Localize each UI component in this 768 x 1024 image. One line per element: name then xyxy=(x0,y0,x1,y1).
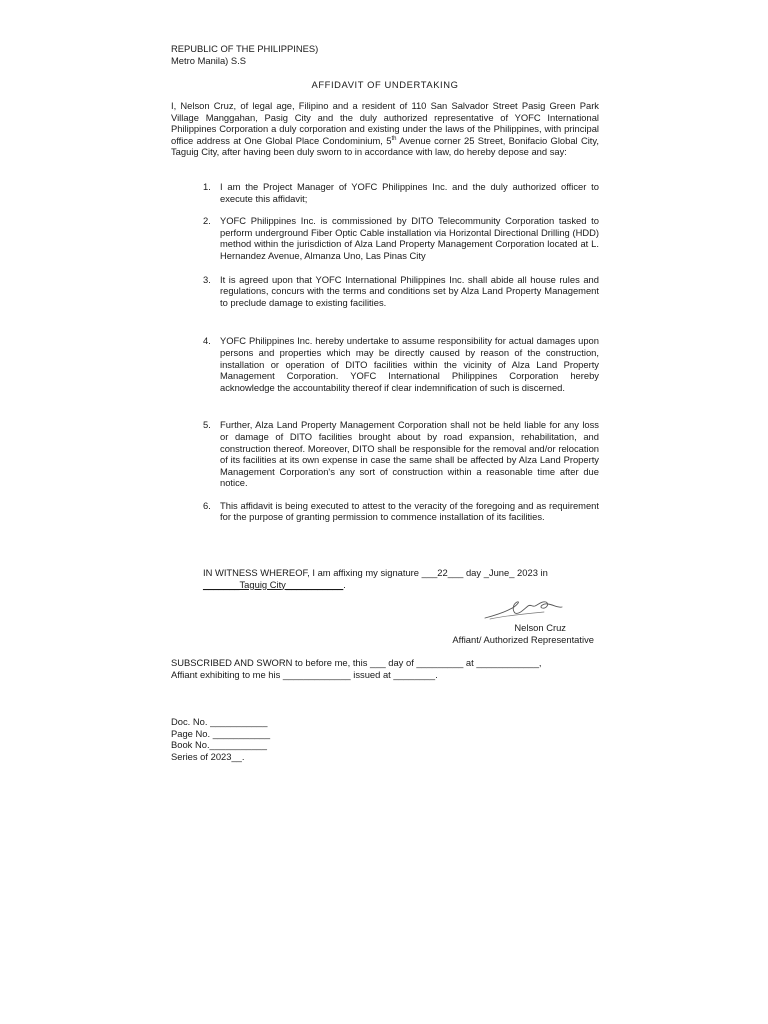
jurat-line-2: Affiant exhibiting to me his _____________ issued at ________. xyxy=(171,668,438,680)
item-number: 5. xyxy=(203,419,211,431)
item-text: Further, Alza Land Property Management Corporation shall not be held liable for any loss or damage of DITO facilities brought about by road expansion, rehabilitation, and construction thereof. Moreover, DITO shall be responsible for the removal and/or relocation of its facilities at its own expense in case the same shall be affected by Alza Land Property Management Corporation's any sort of construction within a reasonable time after due notice. xyxy=(220,419,599,489)
statement-item xyxy=(203,181,599,204)
book-number: Book No.___________ xyxy=(171,739,267,751)
item-number: 1. xyxy=(203,181,211,192)
item-text: I am the Project Manager of YOFC Philippines Inc. and the duly authorized officer to execute this affidavit; xyxy=(220,181,599,204)
item-number: 4. xyxy=(203,335,211,347)
witness-clause: IN WITNESS WHEREOF, I am affixing my signature ___22___ day _June_ 2023 in _______Taguig City___________. xyxy=(203,567,548,590)
item-text: This affidavit is being executed to attest to the veracity of the foregoing and as requirement for the purpose of granting permission to commence installation of its facilities. xyxy=(220,499,599,523)
numbered-statements xyxy=(203,181,599,523)
statement-item xyxy=(203,215,599,261)
statement-item xyxy=(203,419,599,489)
statement-item xyxy=(203,274,599,309)
item-text: YOFC Philippines Inc. hereby undertake to assume responsibility for actual damages upon persons and properties which may be directly caused by reason of the construction, installation or operation of DITO facilities within the vicinity of Alza Land Property Management Corporation. YOFC International Philippines Corporation hereby acknowledge the accountability thereof if clear indemnification of such is discerned. xyxy=(220,335,599,393)
witness-month: _June_ xyxy=(483,567,515,578)
handwritten-signature xyxy=(482,598,566,622)
item-number: 3. xyxy=(203,273,211,285)
item-number: 2. xyxy=(203,215,211,227)
venue-header xyxy=(171,43,591,66)
item-text: It is agreed upon that YOFC International Philippines Inc. shall abide all house rules and regulations, concurs with the terms and conditions set by Alza Land Property Management to preclude damage to existing facilities. xyxy=(220,273,599,308)
signature-block xyxy=(400,598,594,645)
item-number: 6. xyxy=(203,499,211,511)
statement-item xyxy=(203,500,599,523)
doc-number: Doc. No. ___________ xyxy=(171,716,268,727)
witness-day: ___22___ xyxy=(421,567,464,578)
document-title: AFFIDAVIT OF UNDERTAKING xyxy=(311,79,459,90)
affiant-name: Nelson Cruz xyxy=(514,622,566,633)
venue-line: Metro Manila) S.S xyxy=(171,54,247,66)
item-text: YOFC Philippines Inc. is commissioned by DITO Telecommunity Corporation tasked to perform underground Fiber Optic Cable installation via Horizontal Directional Drilling (HDD) method within the jurisdiction of Alza Land Property Management Corporation located at L. Hernandez Avenue, Almanza Uno, Las Pinas City xyxy=(220,215,599,261)
page-number: Page No. ___________ xyxy=(171,727,271,739)
jurat-line-1: SUBSCRIBED AND SWORN to before me, this ___ day of _________ at ____________, xyxy=(171,657,542,668)
notarial-register xyxy=(171,716,371,762)
witness-place: _______Taguig City___________ xyxy=(203,578,344,590)
affiant-role: Affiant/ Authorized Representative xyxy=(452,633,594,645)
statement-item xyxy=(203,335,599,393)
republic-line: REPUBLIC OF THE PHILIPPINES) xyxy=(171,43,319,54)
series-year: Series of 2023__. xyxy=(171,750,245,762)
jurat xyxy=(171,657,599,680)
intro-paragraph: I, Nelson Cruz, of legal age, Filipino and a resident of 110 San Salvador Street Pasig Green Park Village Manggahan, Pasig City and the duly authorized representative of YOFC International Philippines Corporation a duly corporation and existing under the laws of the Philippines, with principal office address at One Global Place Condominium, 5th Avenue corner 25 Street, Bonifacio Global City, Taguig City, after having been duly sworn to in accordance with law, do hereby depose and say: xyxy=(171,100,599,158)
